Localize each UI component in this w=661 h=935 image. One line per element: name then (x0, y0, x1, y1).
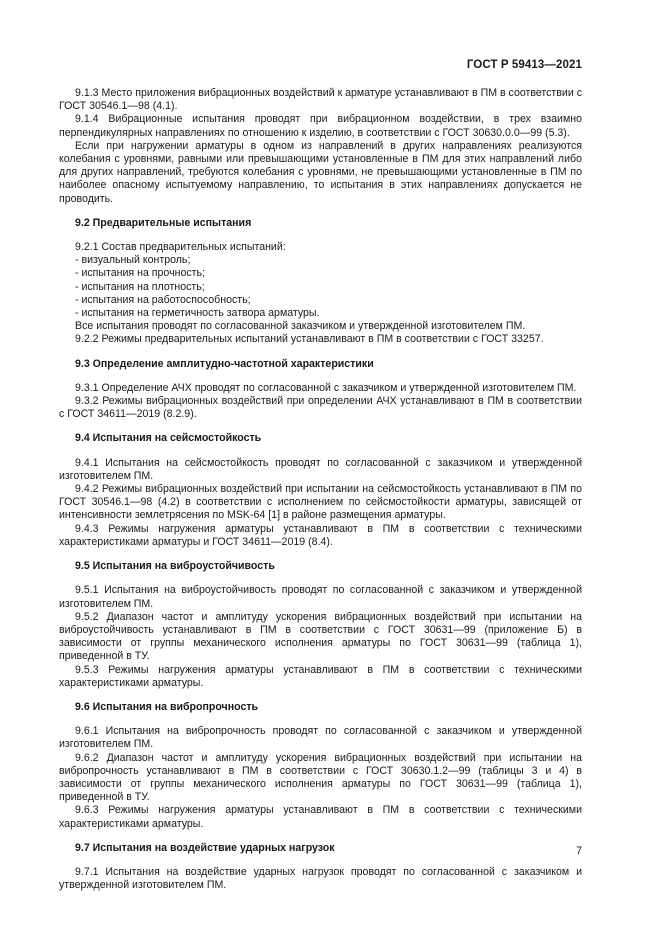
document-code: ГОСТ Р 59413—2021 (466, 59, 582, 71)
list-item: - испытания на плотность; (75, 280, 205, 293)
paragraph-9-4-1: 9.4.1 Испытания на сейсмостойкость проводят по согласованной с заказчиком и утвержденной изготовителем ПМ. (59, 456, 582, 482)
page-body (59, 87, 582, 892)
heading-9-7: 9.7 Испытания на воздействие ударных нагрузок (75, 841, 335, 854)
paragraph-all-tests: Все испытания проводят по согласованной заказчиком и утвержденной изготовителем ПМ. (75, 320, 526, 333)
paragraph-9-4-3: 9.4.3 Режимы нагружения арматуры устанавливают в ПМ в соответствии с техническими характеристиками арматуры и ГОСТ 34611—2019 (8.4). (59, 522, 582, 548)
paragraph-9-1-3: 9.1.3 Место приложения вибрационных воздействий к арматуре устанавливают в ПМ в соответствии с ГОСТ 30546.1—98 (4.1). (59, 87, 582, 113)
paragraph-9-6-3: 9.6.3 Режимы нагружения арматуры устанавливают в ПМ в соответствии с техническими характеристиками арматуры. (59, 804, 582, 830)
heading-9-3: 9.3 Определение амплитудно-частотной характеристики (75, 357, 374, 370)
list-item: - испытания на герметичность затвора арматуры. (75, 307, 320, 320)
paragraph-9-3-1: 9.3.1 Определение АЧХ проводят по согласованной с заказчиком и утвержденной изготовителем ПМ. (75, 381, 577, 394)
paragraph-9-3-2: 9.3.2 Режимы вибрационных воздействий при определении АЧХ устанавливают в ПМ в соответствии с ГОСТ 34611—2019 (8.2.9). (59, 395, 582, 421)
list-item: - испытания на работоспособность; (75, 293, 251, 306)
list-item: - визуальный контроль; (75, 254, 191, 267)
heading-9-2: 9.2 Предварительные испытания (75, 216, 252, 229)
heading-9-6: 9.6 Испытания на вибропрочность (75, 700, 259, 713)
paragraph-9-1-4: 9.1.4 Вибрационные испытания проводят при вибрационном воздействии, в трех взаимно перпендикулярных направлениях по отношению к изделию, в соответствии с ГОСТ 30630.0.0—99 (5.3). (59, 113, 582, 139)
heading-9-5: 9.5 Испытания на виброустойчивость (75, 560, 275, 573)
list-item: - испытания на прочность; (75, 267, 205, 280)
page-number: 7 (576, 845, 582, 857)
paragraph-directions: Если при нагружении арматуры в одном из направлений в других направлениях реализуются колебания с уровнями, равными или превышающими установленные в ПМ для этих направлений либо для других направлений, требуются колебания с уровнями, не превышающими установленные в ПМ по наиболее опасному испытуемому направлению, то испытания в этих направлениях допускается не проводить. (59, 139, 582, 205)
paragraph-9-6-1: 9.6.1 Испытания на вибропрочность проводят по согласованной с заказчиком и утвержденной изготовителем ПМ. (59, 725, 582, 751)
paragraph-9-5-1: 9.5.1 Испытания на виброустойчивость проводят по согласованной с заказчиком и утвержденной изготовителем ПМ. (59, 584, 582, 610)
paragraph-9-2-2: 9.2.2 Режимы предварительных испытаний устанавливают в ПМ в соответствии с ГОСТ 33257. (75, 333, 544, 346)
paragraph-9-4-2: 9.4.2 Режимы вибрационных воздействий при испытании на сейсмостойкость устанавливают в ПМ по ГОСТ 30546.1—98 (4.2) в соответствии с исполнением по сейсмостойкости арматуры, зависящей от интенсивности землетрясения по MSK-64 [1] в районе размещения арматуры. (59, 483, 582, 522)
paragraph-9-2-1: 9.2.1 Состав предварительных испытаний: (75, 241, 286, 254)
paragraph-9-5-3: 9.5.3 Режимы нагружения арматуры устанавливают в ПМ в соответствии с техническими характеристиками арматуры. (59, 663, 582, 689)
paragraph-9-6-2: 9.6.2 Диапазон частот и амплитуду ускорения вибрационных воздействий при испытании на вибропрочность устанавливают в ПМ в соответствии с ГОСТ 30630.1.2—99 (таблицы 3 и 4) в зависимости от группы механического исполнения арматуры по ГОСТ 30631—99 (таблица 1), приведенной в ТУ. (59, 751, 582, 804)
heading-9-4: 9.4 Испытания на сейсмостойкость (75, 432, 262, 445)
paragraph-9-7-1: 9.7.1 Испытания на воздействие ударных нагрузок проводят по согласованной с заказчиком и утвержденной изготовителем ПМ. (59, 865, 582, 892)
paragraph-9-5-2: 9.5.2 Диапазон частот и амплитуду ускорения вибрационных воздействий при испытании на виброустойчивость устанавливают в ПМ в соответствии с ГОСТ 30631—99 (приложение Б) в зависимости от группы механического исполнения арматуры по ГОСТ 30631—99 (таблица 1), приведенной в ТУ. (59, 610, 582, 663)
